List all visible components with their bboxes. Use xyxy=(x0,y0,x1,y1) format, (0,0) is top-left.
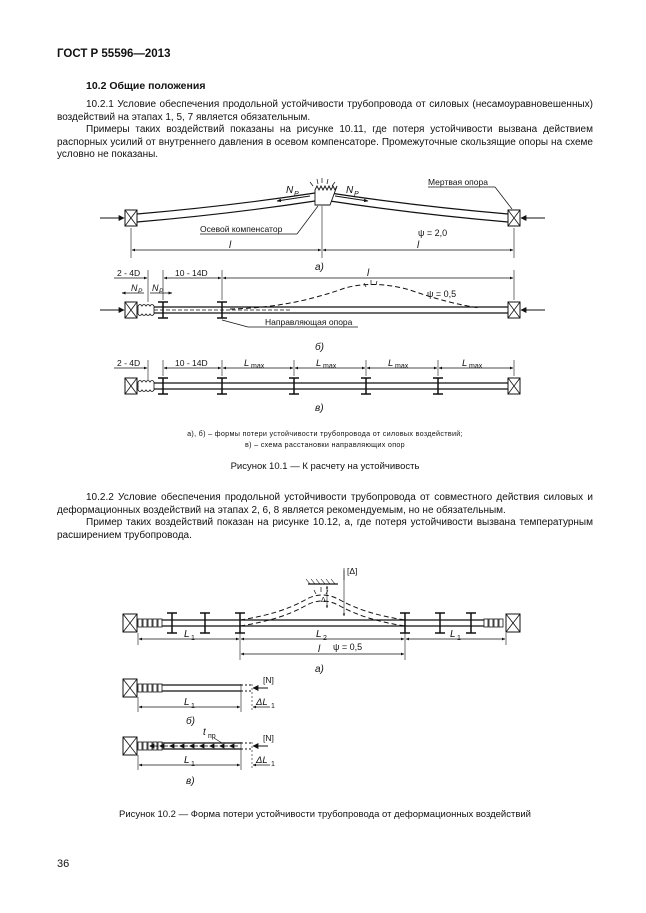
section-title: 10.2 Общие положения xyxy=(86,80,206,92)
lmax-label: L xyxy=(388,358,394,369)
np-label: N xyxy=(131,283,138,293)
dL1-label: ΔL xyxy=(256,755,268,766)
fig2a-diagram xyxy=(123,566,520,675)
delta-allowed: [Δ] xyxy=(347,566,358,576)
length-l: l xyxy=(417,240,420,251)
axial-compensator-label: Осевой компенсатор xyxy=(200,224,283,234)
label-a: а) xyxy=(315,262,324,273)
dim-2-4d: 2 - 4D xyxy=(117,268,141,278)
np-label: N xyxy=(152,283,159,293)
dim-10-14d: 10 - 14D xyxy=(175,358,208,368)
L1-sub: 1 xyxy=(191,635,195,642)
length-l: l xyxy=(367,268,370,279)
L1-sub: 1 xyxy=(457,635,461,642)
L1-sub: 1 xyxy=(191,761,195,768)
dim-10-14d: 10 - 14D xyxy=(175,268,208,278)
dL1-label: ΔL xyxy=(256,697,268,708)
paragraph-text: 10.2.2 Условие обеспечения продольной устойчивости трубопровода от совместного действия силовых и деформационных воздействий на этапах 2, 6, 8 является рекомендуемым, но не обязательным. xyxy=(57,492,593,516)
L1-label: L xyxy=(184,629,190,640)
L1-label: L xyxy=(184,755,190,766)
np-label: N xyxy=(286,185,294,196)
fig2-caption: Рисунок 10.2 — Форма потери устойчивости трубопровода от деформационных воздействий xyxy=(118,809,531,820)
lmax-label: L xyxy=(316,358,322,369)
dim-2-4d: 2 - 4D xyxy=(117,358,141,368)
paragraph-text: Примеры таких воздействий показаны на рисунке 10.11, где потеря устойчивости вызвана действием распорных усилий от внутреннего давления в осевом компенсаторе. Промежуточные скользящие опоры на схеме условно не показаны. xyxy=(57,124,593,160)
fig1-caption: Рисунок 10.1 — К расчету на устойчивость xyxy=(230,461,420,472)
np-label: N xyxy=(346,185,354,196)
fig1-legend-line1: а), б) – формы потери устойчивости трубопровода от силовых воздействий; xyxy=(187,429,463,438)
dL1-sub: 1 xyxy=(271,761,275,768)
psi: ψ = 0,5 xyxy=(333,642,363,652)
lmax-sub: max xyxy=(395,363,409,370)
document-header: ГОСТ Р 55596—2013 xyxy=(57,48,171,60)
lmax-sub: max xyxy=(469,363,483,370)
t-label: t xyxy=(203,727,206,738)
fig2c-diagram xyxy=(123,727,275,787)
label-a: а) xyxy=(315,664,324,675)
np-sub: P xyxy=(138,288,143,295)
lmax-sub: max xyxy=(251,363,265,370)
paragraph-text: 10.2.1 Условие обеспечения продольной устойчивости трубопровода от силовых (несамоуравновешенных) воздействий на этапах 1, 5, 7 является обязательным. xyxy=(57,99,593,123)
dL1-sub: 1 xyxy=(271,703,275,710)
lmax-label: L xyxy=(462,358,468,369)
label-c: в) xyxy=(315,403,324,414)
length-l: l xyxy=(229,240,232,251)
delta-small: Δ xyxy=(321,597,326,604)
dead-support-label: Мертвая опора xyxy=(428,177,488,187)
L1-sub: 1 xyxy=(191,703,195,710)
label-c: в) xyxy=(186,776,195,787)
paragraph-text: Пример таких воздействий показан на рисунке 10.12, а, где потеря устойчивости вызвана температурным расширением трубопровода. xyxy=(57,517,593,541)
psi-a: ψ = 2,0 xyxy=(418,228,448,238)
L1-label: L xyxy=(184,697,190,708)
t-sub: пр xyxy=(208,733,216,740)
psi-b: ψ = 0,5 xyxy=(427,289,457,299)
lmax-sub: max xyxy=(323,363,337,370)
np-sub: P xyxy=(354,191,359,198)
page-number: 36 xyxy=(57,858,70,870)
N-label: [N] xyxy=(263,675,274,685)
label-b: б) xyxy=(315,342,324,353)
lmax-label: L xyxy=(244,358,250,369)
guide-support-label: Направляющая опора xyxy=(265,317,353,327)
N-label: [N] xyxy=(263,733,274,743)
length-l: l xyxy=(318,644,321,655)
L2-sub: 2 xyxy=(323,635,327,642)
np-sub: P xyxy=(159,288,164,295)
label-b: б) xyxy=(186,716,195,727)
fig1-legend-line2: в) – схема расстановки направляющих опор xyxy=(245,440,405,449)
L1-label: L xyxy=(450,629,456,640)
L2-label: L xyxy=(316,629,322,640)
np-sub: P xyxy=(294,191,299,198)
fig2b-diagram xyxy=(123,675,275,727)
